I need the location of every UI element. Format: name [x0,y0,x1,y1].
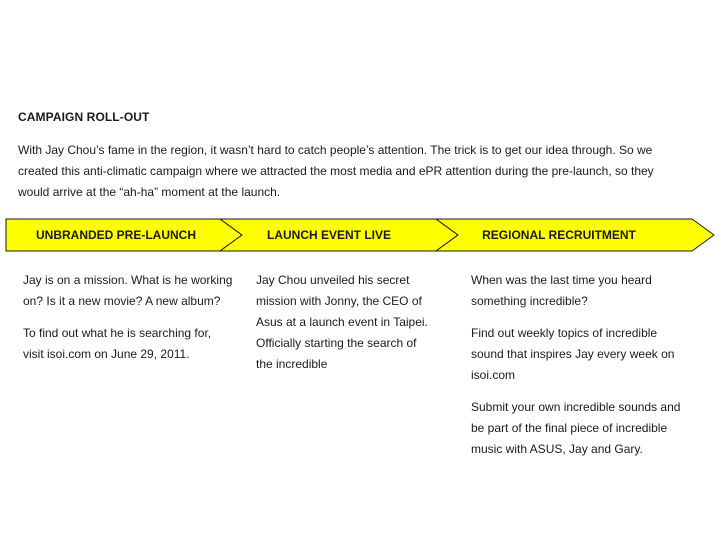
intro-paragraph: With Jay Chou’s fame in the region, it wasn’t hard to catch people’s attention. The trick is to get our idea through. So we created this anti-climatic campaign where we attracted the most media and ePR attention during the pre-launch, so they would arrive at the “ah-ha” moment at the launch. [18,143,654,199]
phase-label-launch: LAUNCH EVENT LIVE [266,228,391,242]
phase-label-prelaunch: UNBRANDED PRE-LAUNCH [36,228,196,242]
phase-label-recruitment: REGIONAL RECRUITMENT [482,228,636,242]
phase-paragraph: Find out weekly topics of incredible sound that inspires Jay every week on isoi.com [471,326,675,382]
phase-paragraph: When was the last time you heard something incredible? [471,273,652,308]
phase-column-prelaunch [23,270,233,376]
phase-paragraph: Jay Chou unveiled his secret mission with Jonny, the CEO of Asus at a launch event in Taipei. Officially starting the search of the incredible [256,273,428,371]
phase-column-launch [256,270,431,386]
phase-paragraph: Submit your own incredible sounds and be part of the final piece of incredible music with ASUS, Jay and Gary. [471,400,681,456]
phase-paragraph: Jay is on a mission. What is he working on? Is it a new movie? A new album? [23,273,233,308]
phase-column-recruitment [471,270,691,471]
phase-paragraph: To find out what he is searching for, visit isoi.com on June 29, 2011. [23,326,212,361]
section-heading: CAMPAIGN ROLL-OUT [18,110,150,124]
